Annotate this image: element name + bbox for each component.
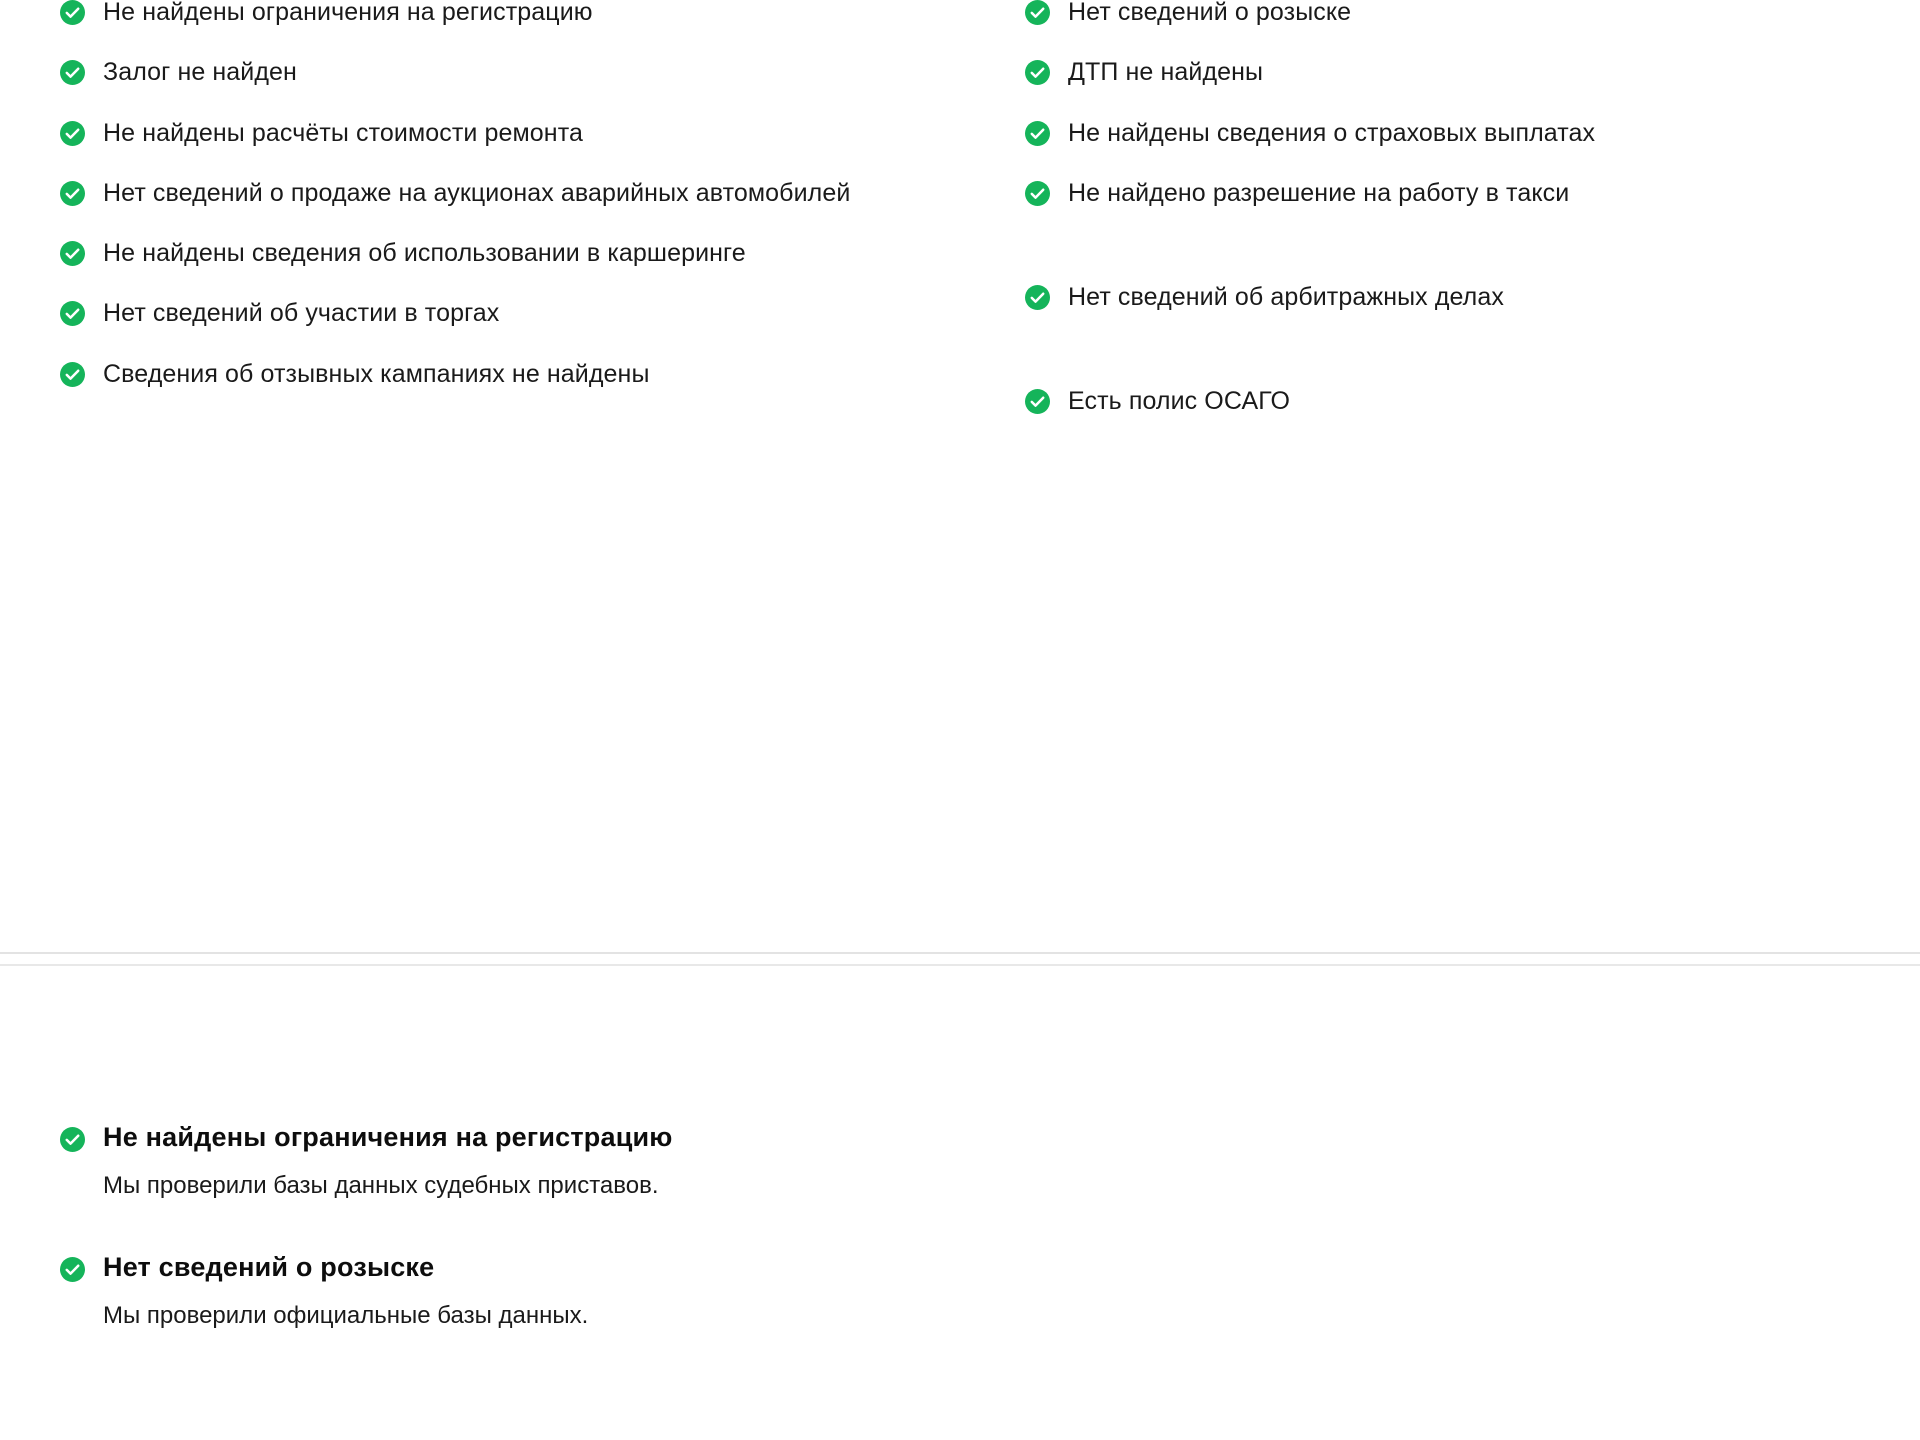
detail-item	[60, 1250, 1860, 1334]
check-circle-icon	[60, 241, 85, 266]
check-item	[1025, 163, 1860, 223]
check-item	[1025, 327, 1860, 431]
checks-summary	[0, 0, 1920, 432]
check-label: Не найдены расчёты стоимости ремонта	[103, 118, 583, 147]
check-circle-icon	[1025, 0, 1050, 25]
detail-title: Нет сведений о розыске	[103, 1251, 435, 1282]
check-label: Не найдены сведения о страховых выплатах	[1068, 118, 1596, 147]
check-label: Залог не найден	[103, 58, 297, 87]
check-circle-icon	[60, 1257, 85, 1282]
check-circle-icon	[1025, 389, 1050, 414]
check-label: Нет сведений об арбитражных делах	[1068, 283, 1504, 311]
check-circle-icon	[60, 181, 85, 206]
check-circle-icon	[60, 301, 85, 326]
check-label: Не найдены ограничения на регистрацию	[103, 0, 593, 26]
check-label: Нет сведений о продаже на аукционах аварийных автомобилей	[103, 178, 851, 207]
detail-description: Мы проверили базы данных судебных приставов.	[103, 1172, 659, 1200]
check-circle-icon	[1025, 181, 1050, 206]
check-item	[60, 344, 1025, 404]
detail-header	[60, 1250, 1860, 1285]
check-item	[60, 283, 1025, 343]
detail-item	[60, 1120, 1860, 1204]
check-item	[1025, 0, 1860, 42]
check-item	[1025, 42, 1860, 102]
check-circle-icon	[1025, 60, 1050, 85]
check-label: Не найдено разрешение на работу в такси	[1068, 178, 1570, 207]
checks-left-column	[60, 0, 1025, 432]
check-label: Не найдены сведения об использовании в каршеринге	[103, 239, 746, 267]
check-item	[60, 223, 1025, 283]
check-circle-icon	[1025, 285, 1050, 310]
checks-right-column	[1025, 0, 1860, 432]
check-item	[60, 103, 1025, 163]
check-label: Сведения об отзывных кампаниях не найдены	[103, 359, 650, 388]
checks-details	[0, 1120, 1920, 1380]
check-label: Нет сведений об участии в торгах	[103, 299, 500, 328]
check-circle-icon	[60, 0, 85, 25]
check-circle-icon	[60, 362, 85, 387]
check-circle-icon	[60, 121, 85, 146]
check-circle-icon	[60, 1127, 85, 1152]
check-label: ДТП не найдены	[1068, 58, 1264, 87]
detail-description: Мы проверили официальные базы данных.	[103, 1301, 589, 1329]
checks-grid	[60, 0, 1860, 432]
check-item	[60, 0, 1025, 42]
check-item	[60, 163, 1025, 223]
section-divider	[0, 952, 1920, 966]
detail-title: Не найдены ограничения на регистрацию	[103, 1122, 673, 1152]
detail-header	[60, 1120, 1860, 1155]
check-item	[1025, 103, 1860, 163]
check-circle-icon	[1025, 121, 1050, 146]
check-circle-icon	[60, 60, 85, 85]
check-label: Нет сведений о розыске	[1068, 0, 1352, 26]
check-label: Есть полис ОСАГО	[1068, 387, 1291, 416]
check-item	[1025, 223, 1860, 327]
check-item	[60, 42, 1025, 102]
